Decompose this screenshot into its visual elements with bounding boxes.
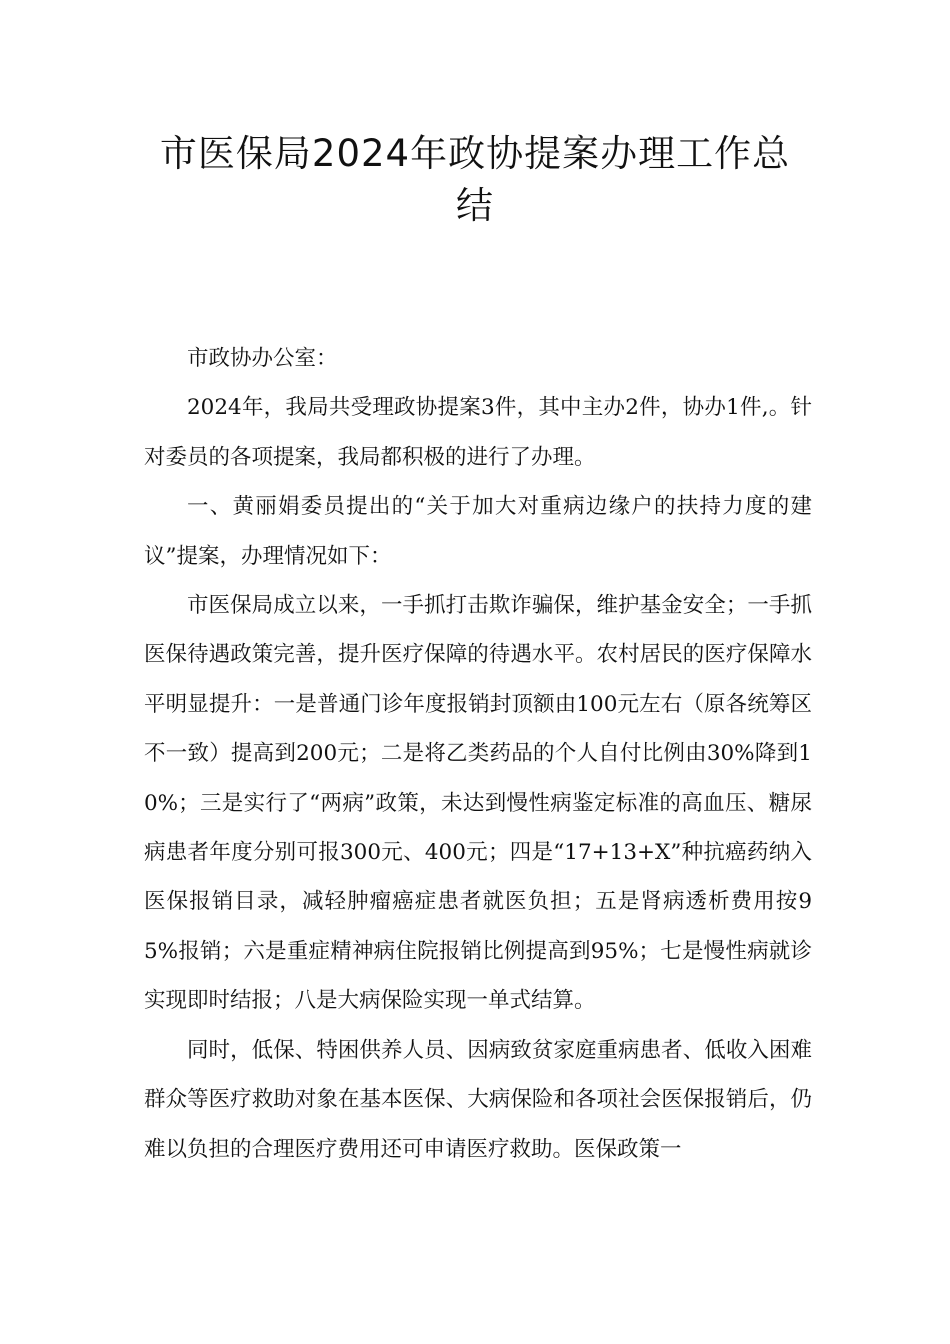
document-title [140, 128, 810, 232]
paragraph-intro: 2024年，我局共受理政协提案3件，其中主办2件，协办1件,。针对委员的各项提案，我局都积极的进行了办理。 [144, 395, 812, 470]
paragraph-heading-1: 一、黄丽娟委员提出的“关于加大对重病边缘户的扶持力度的建议”提案，办理情况如下： [144, 494, 812, 569]
paragraph-policy: 市医保局成立以来，一手抓打击欺诈骗保，维护基金安全；一手抓医保待遇政策完善，提升医疗保障的待遇水平。农村居民的医疗保障水平明显提升：一是普通门诊年度报销封顶额由100元左右（原各统筹区不一致）提高到200元；二是将乙类药品的个人自付比例由30%降到10%；三是实行了“两病”政策，未达到慢性病鉴定标准的高血压、糖尿病患者年度分别可报300元、400元；四是“17+13+X”种抗癌药纳入医保报销目录，减轻肿瘤癌症患者就医负担；五是肾病透析费用按95%报销；六是重症精神病住院报销比例提高到95%；七是慢性病就诊实现即时结报；八是大病保险实现一单式结算。 [144, 593, 812, 1014]
document-body [144, 334, 812, 1174]
title-line-1: 市医保局2024年政协提案办理工作总 [159, 132, 791, 175]
title-line-2: 结 [456, 184, 494, 227]
salutation: 市政协办公室： [187, 346, 338, 371]
paragraph-assistance: 同时，低保、特困供养人员、因病致贫家庭重病患者、低收入困难群众等医疗救助对象在基本医保、大病保险和各项社会医保报销后，仍难以负担的合理医疗费用还可申请医疗救助。医保政策一 [144, 1037, 812, 1162]
